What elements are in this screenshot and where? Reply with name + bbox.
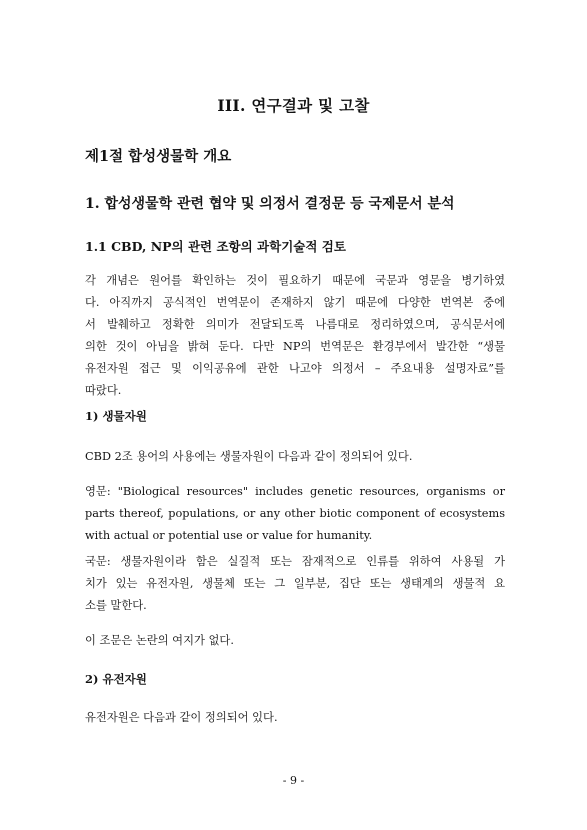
paragraph-line: with actual or potential use or value for humanity. [85, 529, 373, 542]
chapter-title: III. 연구결과 및 고찰 [217, 96, 370, 115]
subsection-title: 1. 합성생물학 관련 협약 및 의정서 결정문 등 국제문서 분석 [85, 196, 455, 212]
item-1-title: 1) 생물자원 [85, 409, 147, 423]
paragraph-line: 서 발췌하고 정확한 의미가 전달되도록 나름대로 정리하였으며, 공식문서에 [85, 318, 505, 331]
paragraph-line: 소를 말한다. [85, 599, 147, 612]
paragraph-line: 의한 것이 아님을 밝혀 둔다. 다만 NP의 번역문은 환경부에서 발간한 “생물 [85, 340, 505, 353]
paragraph-line: 각 개념은 원어를 확인하는 것이 필요하기 때문에 국문과 영문을 병기하였 [85, 274, 505, 287]
paragraph-line: 영문: "Biological resources" includes genetic resources, organisms or [85, 485, 505, 498]
paragraph-line: 다. 아직까지 공식적인 번역문이 존재하지 않기 때문에 다양한 번역본 중에 [85, 296, 505, 309]
paragraph-line: 이 조문은 논란의 여지가 없다. [85, 634, 234, 647]
paragraph-line: parts thereof, populations, or any other biotic component of ecosystems [85, 507, 505, 520]
intro-paragraph [85, 270, 505, 402]
paragraph-line: 유전자원은 다음과 같이 정의되어 있다. [85, 711, 278, 724]
paragraph-line: 따랐다. [85, 384, 122, 397]
paragraph-line: 국문: 생물자원이라 함은 실질적 또는 잠재적으로 인류를 위하여 사용될 가 [85, 555, 505, 568]
paragraph-line: 유전자원 접근 및 이익공유에 관한 나고야 의정서 – 주요내용 설명자료”를 [85, 362, 505, 375]
item-1-english-definition [85, 481, 505, 547]
item-1-korean-definition [85, 551, 505, 617]
item-1-comment [85, 630, 505, 652]
subsubsection-title: 1.1 CBD, NP의 관련 조항의 과학기술적 검토 [85, 239, 346, 254]
item-2-title: 2) 유전자원 [85, 672, 147, 686]
item-1-intro [85, 446, 505, 468]
paragraph-line: 치가 있는 유전자원, 생물체 또는 그 일부분, 집단 또는 생태계의 생물적 요 [85, 577, 505, 590]
paragraph-line: CBD 2조 용어의 사용에는 생물자원이 다음과 같이 정의되어 있다. [85, 450, 413, 463]
section-title: 제1절 합성생물학 개요 [85, 148, 232, 165]
item-2-intro [85, 707, 505, 729]
page-number: - 9 - [282, 774, 305, 787]
